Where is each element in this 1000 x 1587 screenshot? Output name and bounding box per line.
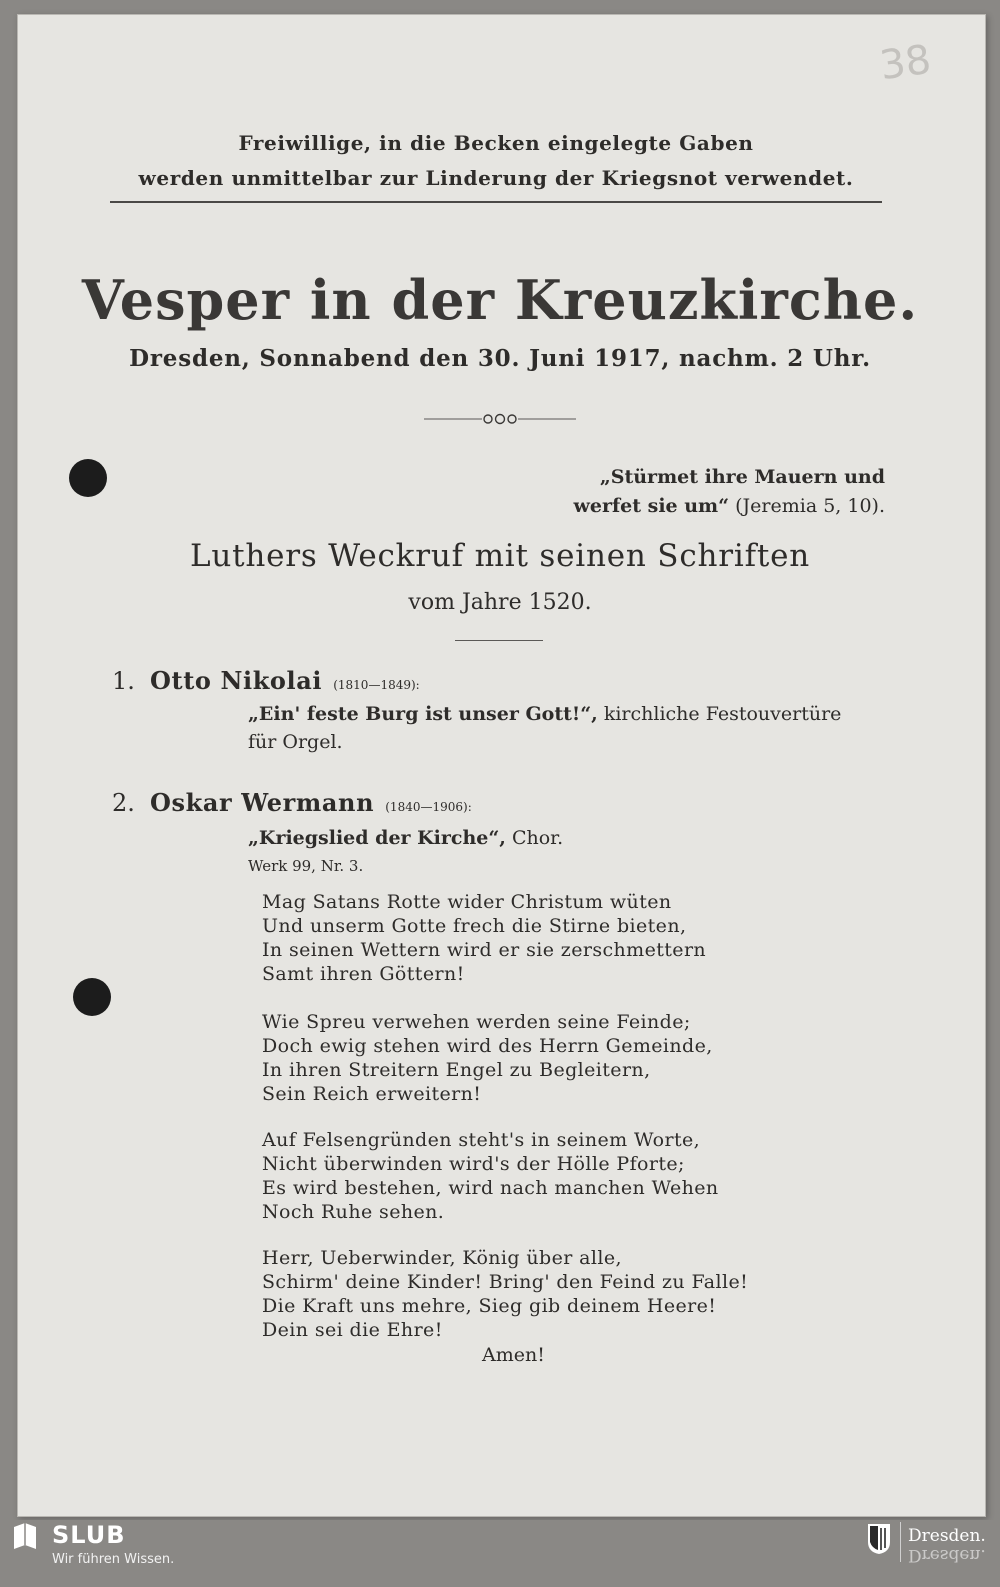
motto-quote-start: „Stürmet ihre Mauern und — [599, 466, 885, 488]
archive-number: 38 — [877, 36, 934, 90]
poem-line: In ihren Streitern Engel zu Begleitern, — [262, 1059, 651, 1081]
ornament-divider — [420, 411, 580, 427]
program-item-1 — [112, 666, 420, 695]
dresden-crest-icon[interactable] — [866, 1522, 892, 1556]
dresden-logo-reflection: Dresden. — [908, 1545, 986, 1565]
theme-year: vom Jahre 1520. — [408, 590, 592, 615]
motto-reference: (Jeremia 5, 10). — [735, 495, 885, 517]
poem-stanza-1 — [262, 890, 706, 986]
poem-line: Die Kraft uns mehre, Sieg gib deinem Heere! — [262, 1295, 717, 1317]
program-item-2 — [112, 788, 472, 817]
motto-line2 — [574, 495, 885, 517]
slub-logo-icon[interactable] — [12, 1521, 38, 1551]
poem-stanza-2 — [262, 1010, 713, 1106]
poem-amen: Amen! — [482, 1344, 545, 1366]
poem-stanza-3 — [262, 1128, 719, 1224]
punch-hole-bottom — [73, 978, 111, 1016]
motto-quote-end: werfet sie um“ — [573, 495, 730, 517]
work-title: „Kriegslied der Kirche“, — [248, 827, 506, 849]
poem-line: Und unserm Gotte frech die Stirne bieten, — [262, 915, 687, 937]
item-number: 1. — [112, 667, 135, 695]
motto-line1 — [600, 466, 885, 488]
theme-title: Luthers Weckruf mit seinen Schriften — [189, 538, 811, 574]
slub-tagline: Wir führen Wissen. — [52, 1552, 175, 1567]
poem-line: Samt ihren Göttern! — [262, 963, 465, 985]
poem-line: Wie Spreu verwehen werden seine Feinde; — [262, 1011, 691, 1033]
poem-line: Doch ewig stehen wird des Herrn Gemeinde, — [262, 1035, 713, 1057]
work-line — [248, 703, 841, 725]
footer-divider — [900, 1522, 901, 1562]
poem-line: Es wird bestehen, wird nach manchen Wehen — [262, 1177, 719, 1199]
poem-line: Nicht überwinden wird's der Hölle Pforte; — [262, 1153, 685, 1175]
opus-number: Werk 99, Nr. 3. — [248, 857, 364, 875]
composer-name: Otto Nikolai — [150, 666, 323, 695]
poem-line: Schirm' deine Kinder! Bring' den Feind zu Falle! — [262, 1271, 749, 1293]
date-line: Dresden, Sonnabend den 30. Juni 1917, nachm. 2 Uhr. — [129, 345, 871, 372]
poem-stanza-4 — [262, 1246, 748, 1342]
poem-line: Auf Felsengründen steht's in seinem Worte, — [262, 1129, 701, 1151]
poem-line: Dein sei die Ehre! — [262, 1319, 443, 1341]
notice-divider — [110, 201, 882, 203]
poem-line: Herr, Ueberwinder, König über alle, — [262, 1247, 622, 1269]
composer-name: Oskar Wermann — [150, 788, 375, 817]
punch-hole-top — [69, 459, 107, 497]
work-description: kirchliche Festouvertüre — [603, 703, 842, 725]
dresden-logo-text[interactable]: Dresden. — [908, 1526, 986, 1546]
poem-line: Noch Ruhe sehen. — [262, 1201, 445, 1223]
donation-notice-line1: Freiwillige, in die Becken eingelegte Gaben — [238, 131, 754, 155]
composer-dates: (1810—1849): — [333, 677, 420, 692]
theme-divider — [455, 640, 543, 641]
item-number: 2. — [112, 789, 135, 817]
work-title: „Ein' feste Burg ist unser Gott!“, — [248, 703, 598, 725]
work-line — [248, 827, 563, 849]
composer-dates: (1840—1906): — [385, 799, 472, 814]
slub-logo-text[interactable]: SLUB — [52, 1521, 126, 1549]
poem-line: Sein Reich erweitern! — [262, 1083, 482, 1105]
work-line2: für Orgel. — [248, 731, 343, 753]
page-title: Vesper in der Kreuzkirche. — [81, 268, 919, 332]
poem-line: In seinen Wettern wird er sie zerschmettern — [262, 939, 707, 961]
poem-line: Mag Satans Rotte wider Christum wüten — [262, 891, 672, 913]
work-description: Chor. — [511, 827, 564, 849]
donation-notice-line2: werden unmittelbar zur Linderung der Kriegsnot verwendet. — [138, 166, 854, 190]
